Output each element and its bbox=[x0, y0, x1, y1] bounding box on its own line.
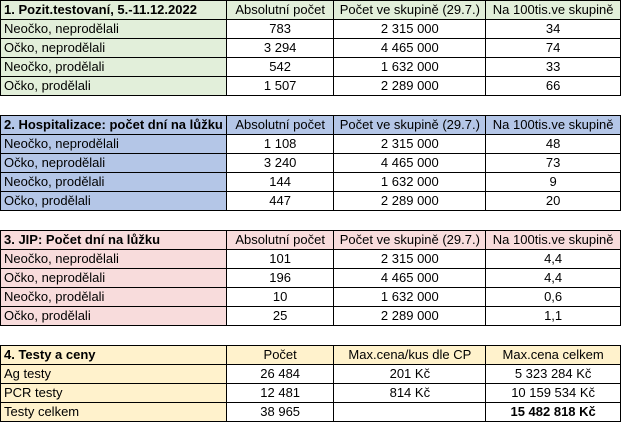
spacer-row bbox=[1, 96, 621, 116]
section-2-header-per100k[interactable]: Na 100tis.ve skupině bbox=[486, 116, 621, 135]
per100k-cell[interactable]: 20 bbox=[486, 192, 621, 211]
section-2-title[interactable]: 2. Hospitalizace: počet dní na lůžku bbox=[1, 116, 227, 135]
section-4-header-unit-price[interactable]: Max.cena/kus dle CP bbox=[334, 346, 486, 365]
per100k-cell[interactable]: 73 bbox=[486, 154, 621, 173]
row-label[interactable]: Očko, prodělali bbox=[1, 192, 227, 211]
abs-cell[interactable]: 144 bbox=[226, 173, 334, 192]
group-cell[interactable]: 2 289 000 bbox=[334, 77, 486, 96]
group-cell[interactable]: 2 315 000 bbox=[334, 250, 486, 269]
unit-price-cell[interactable]: 201 Kč bbox=[334, 365, 486, 384]
per100k-cell[interactable]: 33 bbox=[486, 58, 621, 77]
abs-cell[interactable]: 1 108 bbox=[226, 135, 334, 154]
per100k-cell[interactable]: 74 bbox=[486, 39, 621, 58]
table-row bbox=[1, 20, 621, 39]
table-row bbox=[1, 250, 621, 269]
abs-cell[interactable]: 542 bbox=[226, 58, 334, 77]
group-cell[interactable]: 4 465 000 bbox=[334, 154, 486, 173]
spacer-row bbox=[1, 326, 621, 346]
section-3-header-per100k[interactable]: Na 100tis.ve skupině bbox=[486, 231, 621, 250]
per100k-cell[interactable]: 0,6 bbox=[486, 288, 621, 307]
group-cell[interactable]: 2 315 000 bbox=[334, 135, 486, 154]
table-row bbox=[1, 307, 621, 326]
section-3-title[interactable]: 3. JIP: Počet dní na lůžku bbox=[1, 231, 227, 250]
section-1-header-row bbox=[1, 1, 621, 20]
row-label[interactable]: Očko, prodělali bbox=[1, 307, 227, 326]
section-4-header-row bbox=[1, 346, 621, 365]
section-2-header-row bbox=[1, 116, 621, 135]
count-cell[interactable]: 12 481 bbox=[226, 384, 334, 403]
section-1-title[interactable]: 1. Pozit.testovaní, 5.-11.12.2022 bbox=[1, 1, 227, 20]
section-1-header-group[interactable]: Počet ve skupině (29.7.) bbox=[334, 1, 486, 20]
per100k-cell[interactable]: 34 bbox=[486, 20, 621, 39]
section-3-header-group[interactable]: Počet ve skupině (29.7.) bbox=[334, 231, 486, 250]
row-label[interactable]: Očko, neprodělali bbox=[1, 39, 227, 58]
row-label[interactable]: Neočko, prodělali bbox=[1, 288, 227, 307]
section-3-header-row bbox=[1, 231, 621, 250]
table-row bbox=[1, 269, 621, 288]
per100k-cell[interactable]: 1,1 bbox=[486, 307, 621, 326]
group-cell[interactable]: 1 632 000 bbox=[334, 173, 486, 192]
abs-cell[interactable]: 783 bbox=[226, 20, 334, 39]
abs-cell[interactable]: 101 bbox=[226, 250, 334, 269]
table-row bbox=[1, 384, 621, 403]
row-label[interactable]: Neočko, neprodělali bbox=[1, 20, 227, 39]
row-label[interactable]: Očko, neprodělali bbox=[1, 269, 227, 288]
row-label[interactable]: Neočko, neprodělali bbox=[1, 135, 227, 154]
total-price-cell[interactable]: 5 323 284 Kč bbox=[486, 365, 621, 384]
row-label[interactable]: Neočko, prodělali bbox=[1, 58, 227, 77]
total-price-cell[interactable]: 15 482 818 Kč bbox=[486, 403, 621, 422]
spacer-cell[interactable] bbox=[1, 211, 621, 231]
row-label[interactable]: Očko, prodělali bbox=[1, 77, 227, 96]
per100k-cell[interactable]: 4,4 bbox=[486, 269, 621, 288]
section-4-title[interactable]: 4. Testy a ceny bbox=[1, 346, 227, 365]
row-label[interactable]: Neočko, neprodělali bbox=[1, 250, 227, 269]
abs-cell[interactable]: 196 bbox=[226, 269, 334, 288]
spacer-cell[interactable] bbox=[1, 326, 621, 346]
abs-cell[interactable]: 3 240 bbox=[226, 154, 334, 173]
table-row bbox=[1, 365, 621, 384]
abs-cell[interactable]: 1 507 bbox=[226, 77, 334, 96]
group-cell[interactable]: 1 632 000 bbox=[334, 288, 486, 307]
table-row bbox=[1, 77, 621, 96]
abs-cell[interactable]: 447 bbox=[226, 192, 334, 211]
group-cell[interactable]: 1 632 000 bbox=[334, 58, 486, 77]
section-4-header-count[interactable]: Počet bbox=[226, 346, 334, 365]
group-cell[interactable]: 2 289 000 bbox=[334, 307, 486, 326]
section-4-header-total-price[interactable]: Max.cena celkem bbox=[486, 346, 621, 365]
table-row bbox=[1, 39, 621, 58]
group-cell[interactable]: 2 315 000 bbox=[334, 20, 486, 39]
group-cell[interactable]: 4 465 000 bbox=[334, 269, 486, 288]
table-row bbox=[1, 173, 621, 192]
table-row bbox=[1, 135, 621, 154]
section-1-header-abs[interactable]: Absolutní počet bbox=[226, 1, 334, 20]
group-cell[interactable]: 2 289 000 bbox=[334, 192, 486, 211]
table-row bbox=[1, 403, 621, 422]
unit-price-cell[interactable] bbox=[334, 403, 486, 422]
section-2-header-abs[interactable]: Absolutní počet bbox=[226, 116, 334, 135]
per100k-cell[interactable]: 9 bbox=[486, 173, 621, 192]
count-cell[interactable]: 26 484 bbox=[226, 365, 334, 384]
row-label[interactable]: Ag testy bbox=[1, 365, 227, 384]
per100k-cell[interactable]: 66 bbox=[486, 77, 621, 96]
per100k-cell[interactable]: 4,4 bbox=[486, 250, 621, 269]
table-row bbox=[1, 154, 621, 173]
row-label[interactable]: Neočko, prodělali bbox=[1, 173, 227, 192]
section-3-header-abs[interactable]: Absolutní počet bbox=[226, 231, 334, 250]
total-price-cell[interactable]: 10 159 534 Kč bbox=[486, 384, 621, 403]
abs-cell[interactable]: 10 bbox=[226, 288, 334, 307]
spacer-cell[interactable] bbox=[1, 96, 621, 116]
row-label[interactable]: PCR testy bbox=[1, 384, 227, 403]
spacer-row bbox=[1, 211, 621, 231]
row-label[interactable]: Očko, neprodělali bbox=[1, 154, 227, 173]
abs-cell[interactable]: 25 bbox=[226, 307, 334, 326]
count-cell[interactable]: 38 965 bbox=[226, 403, 334, 422]
table-row bbox=[1, 192, 621, 211]
section-1-header-per100k[interactable]: Na 100tis.ve skupině bbox=[486, 1, 621, 20]
unit-price-cell[interactable]: 814 Kč bbox=[334, 384, 486, 403]
table-row bbox=[1, 58, 621, 77]
group-cell[interactable]: 4 465 000 bbox=[334, 39, 486, 58]
section-2-header-group[interactable]: Počet ve skupině (29.7.) bbox=[334, 116, 486, 135]
table-row bbox=[1, 288, 621, 307]
abs-cell[interactable]: 3 294 bbox=[226, 39, 334, 58]
row-label[interactable]: Testy celkem bbox=[1, 403, 227, 422]
per100k-cell[interactable]: 48 bbox=[486, 135, 621, 154]
